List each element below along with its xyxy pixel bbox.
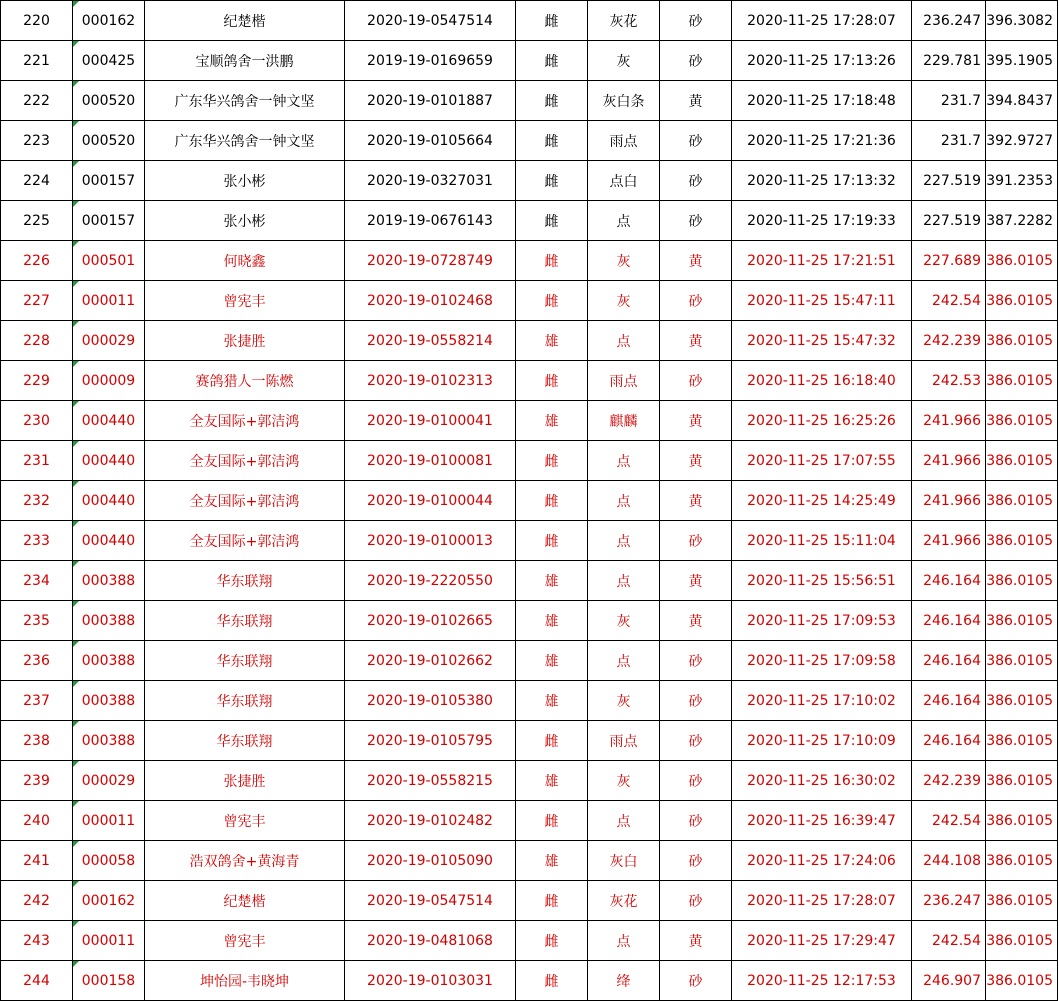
- feather-color-cell[interactable]: 灰: [588, 281, 660, 321]
- rank-cell[interactable]: 237: [1, 681, 73, 721]
- member-id-cell[interactable]: 000440: [73, 441, 145, 481]
- owner-name-cell[interactable]: 张小彬: [145, 161, 345, 201]
- eye-color-cell[interactable]: 砂: [660, 881, 732, 921]
- eye-color-cell[interactable]: 砂: [660, 801, 732, 841]
- table-row: [1, 961, 1058, 1001]
- owner-name-cell[interactable]: 浩双鸽舍+黄海青: [145, 841, 345, 881]
- table-row: [1, 321, 1058, 361]
- feather-color-cell[interactable]: 点: [588, 641, 660, 681]
- member-id-cell[interactable]: 000440: [73, 521, 145, 561]
- sex-cell[interactable]: 雌: [516, 801, 588, 841]
- table-row: [1, 481, 1058, 521]
- arrival-time-cell[interactable]: 2020-11-25 14:25:49: [732, 481, 912, 521]
- sex-cell[interactable]: 雄: [516, 641, 588, 681]
- table-row: [1, 41, 1058, 81]
- feather-color-cell[interactable]: 雨点: [588, 121, 660, 161]
- rank-cell[interactable]: 230: [1, 401, 73, 441]
- member-id-cell[interactable]: 000388: [73, 601, 145, 641]
- eye-color-cell[interactable]: 黄: [660, 321, 732, 361]
- ring-number-cell[interactable]: 2020-19-0105380: [345, 681, 516, 721]
- owner-name-cell[interactable]: 坤怡园-韦晓坤: [145, 961, 345, 1001]
- eye-color-cell[interactable]: 砂: [660, 121, 732, 161]
- feather-color-cell[interactable]: 灰: [588, 601, 660, 641]
- member-id-cell[interactable]: 000388: [73, 721, 145, 761]
- owner-name-cell[interactable]: 赛鸽猎人一陈燃: [145, 361, 345, 401]
- sex-cell[interactable]: 雌: [516, 881, 588, 921]
- owner-name-cell[interactable]: 宝顺鸽舍一洪鹏: [145, 41, 345, 81]
- rank-cell[interactable]: 239: [1, 761, 73, 801]
- owner-name-cell[interactable]: 华东联翔: [145, 681, 345, 721]
- table-row: [1, 681, 1058, 721]
- arrival-time-cell[interactable]: 2020-11-25 17:13:26: [732, 41, 912, 81]
- eye-color-cell[interactable]: 砂: [660, 201, 732, 241]
- table-row: [1, 641, 1058, 681]
- owner-name-cell[interactable]: 全友国际+郭洁鸿: [145, 401, 345, 441]
- member-id-cell[interactable]: 000388: [73, 681, 145, 721]
- eye-color-cell[interactable]: 黄: [660, 441, 732, 481]
- sex-cell[interactable]: 雌: [516, 361, 588, 401]
- ring-number-cell[interactable]: 2020-19-2220550: [345, 561, 516, 601]
- arrival-time-cell[interactable]: 2020-11-25 17:21:36: [732, 121, 912, 161]
- arrival-time-cell[interactable]: 2020-11-25 16:25:26: [732, 401, 912, 441]
- arrival-time-cell[interactable]: 2020-11-25 15:11:04: [732, 521, 912, 561]
- distance-cell[interactable]: 246.164: [912, 681, 986, 721]
- owner-name-cell[interactable]: 全友国际+郭洁鸿: [145, 441, 345, 481]
- eye-color-cell[interactable]: 砂: [660, 41, 732, 81]
- member-id-cell[interactable]: 000029: [73, 761, 145, 801]
- ring-number-cell[interactable]: 2020-19-0102662: [345, 641, 516, 681]
- distance-cell[interactable]: 241.966: [912, 441, 986, 481]
- owner-name-cell[interactable]: 张小彬: [145, 201, 345, 241]
- eye-color-cell[interactable]: 黄: [660, 921, 732, 961]
- member-id-cell[interactable]: 000058: [73, 841, 145, 881]
- speed-cell[interactable]: 386.0105: [986, 281, 1058, 321]
- arrival-time-cell[interactable]: 2020-11-25 17:21:51: [732, 241, 912, 281]
- rank-cell[interactable]: 233: [1, 521, 73, 561]
- speed-cell[interactable]: 386.0105: [986, 801, 1058, 841]
- sex-cell[interactable]: 雌: [516, 521, 588, 561]
- feather-color-cell[interactable]: 绛: [588, 961, 660, 1001]
- eye-color-cell[interactable]: 黄: [660, 601, 732, 641]
- feather-color-cell[interactable]: 点: [588, 201, 660, 241]
- feather-color-cell[interactable]: 点: [588, 801, 660, 841]
- rank-cell[interactable]: 244: [1, 961, 73, 1001]
- rank-cell[interactable]: 223: [1, 121, 73, 161]
- owner-name-cell[interactable]: 全友国际+郭洁鸿: [145, 481, 345, 521]
- table-row: [1, 921, 1058, 961]
- table-row: [1, 561, 1058, 601]
- table-row: [1, 1, 1058, 41]
- member-id-cell[interactable]: 000162: [73, 1, 145, 41]
- distance-cell[interactable]: 231.7: [912, 121, 986, 161]
- sex-cell[interactable]: 雌: [516, 241, 588, 281]
- ring-number-cell[interactable]: 2020-19-0547514: [345, 1, 516, 41]
- rank-cell[interactable]: 222: [1, 81, 73, 121]
- feather-color-cell[interactable]: 灰: [588, 761, 660, 801]
- owner-name-cell[interactable]: 纪楚楷: [145, 881, 345, 921]
- distance-cell[interactable]: 227.689: [912, 241, 986, 281]
- speed-cell[interactable]: 386.0105: [986, 761, 1058, 801]
- feather-color-cell[interactable]: 点: [588, 561, 660, 601]
- speed-cell[interactable]: 396.3082: [986, 1, 1058, 41]
- owner-name-cell[interactable]: 曾宪丰: [145, 801, 345, 841]
- feather-color-cell[interactable]: 雨点: [588, 361, 660, 401]
- speed-cell[interactable]: 387.2282: [986, 201, 1058, 241]
- table-row: [1, 601, 1058, 641]
- ring-number-cell[interactable]: 2020-19-0728749: [345, 241, 516, 281]
- member-id-cell[interactable]: 000388: [73, 561, 145, 601]
- owner-name-cell[interactable]: 曾宪丰: [145, 281, 345, 321]
- table-row: [1, 281, 1058, 321]
- distance-cell[interactable]: 236.247: [912, 881, 986, 921]
- arrival-time-cell[interactable]: 2020-11-25 17:19:33: [732, 201, 912, 241]
- ring-number-cell[interactable]: 2020-19-0101887: [345, 81, 516, 121]
- distance-cell[interactable]: 242.54: [912, 281, 986, 321]
- arrival-time-cell[interactable]: 2020-11-25 17:10:09: [732, 721, 912, 761]
- ring-number-cell[interactable]: 2020-19-0103031: [345, 961, 516, 1001]
- rank-cell[interactable]: 240: [1, 801, 73, 841]
- table-row: [1, 241, 1058, 281]
- rank-cell[interactable]: 226: [1, 241, 73, 281]
- sex-cell[interactable]: 雄: [516, 841, 588, 881]
- feather-color-cell[interactable]: 麒麟: [588, 401, 660, 441]
- speed-cell[interactable]: 386.0105: [986, 881, 1058, 921]
- rank-cell[interactable]: 238: [1, 721, 73, 761]
- distance-cell[interactable]: 241.966: [912, 401, 986, 441]
- table-row: [1, 81, 1058, 121]
- feather-color-cell[interactable]: 灰: [588, 41, 660, 81]
- ring-number-cell[interactable]: 2020-19-0105664: [345, 121, 516, 161]
- speed-cell[interactable]: 386.0105: [986, 321, 1058, 361]
- owner-name-cell[interactable]: 张捷胜: [145, 321, 345, 361]
- ring-number-cell[interactable]: 2020-19-0105795: [345, 721, 516, 761]
- arrival-time-cell[interactable]: 2020-11-25 17:18:48: [732, 81, 912, 121]
- table-row: [1, 361, 1058, 401]
- rank-cell[interactable]: 235: [1, 601, 73, 641]
- eye-color-cell[interactable]: 黄: [660, 401, 732, 441]
- feather-color-cell[interactable]: 灰花: [588, 881, 660, 921]
- distance-cell[interactable]: 236.247: [912, 1, 986, 41]
- ring-number-cell[interactable]: 2020-19-0481068: [345, 921, 516, 961]
- member-id-cell[interactable]: 000388: [73, 641, 145, 681]
- eye-color-cell[interactable]: 砂: [660, 1, 732, 41]
- feather-color-cell[interactable]: 灰: [588, 241, 660, 281]
- ring-number-cell[interactable]: 2020-19-0100041: [345, 401, 516, 441]
- ring-number-cell[interactable]: 2020-19-0102665: [345, 601, 516, 641]
- sex-cell[interactable]: 雌: [516, 81, 588, 121]
- speed-cell[interactable]: 386.0105: [986, 601, 1058, 641]
- speed-cell[interactable]: 391.2353: [986, 161, 1058, 201]
- rank-cell[interactable]: 236: [1, 641, 73, 681]
- table-row: [1, 441, 1058, 481]
- rank-cell[interactable]: 224: [1, 161, 73, 201]
- ring-number-cell[interactable]: 2020-19-0102468: [345, 281, 516, 321]
- eye-color-cell[interactable]: 黄: [660, 81, 732, 121]
- table-row: [1, 161, 1058, 201]
- distance-cell[interactable]: 246.164: [912, 721, 986, 761]
- arrival-time-cell[interactable]: 2020-11-25 17:29:47: [732, 921, 912, 961]
- ring-number-cell[interactable]: 2020-19-0558215: [345, 761, 516, 801]
- arrival-time-cell[interactable]: 2020-11-25 16:30:02: [732, 761, 912, 801]
- sex-cell[interactable]: 雌: [516, 441, 588, 481]
- ring-number-cell[interactable]: 2020-19-0102313: [345, 361, 516, 401]
- member-id-cell[interactable]: 000520: [73, 81, 145, 121]
- feather-color-cell[interactable]: 点: [588, 481, 660, 521]
- arrival-time-cell[interactable]: 2020-11-25 17:10:02: [732, 681, 912, 721]
- owner-name-cell[interactable]: 曾宪丰: [145, 921, 345, 961]
- rank-cell[interactable]: 241: [1, 841, 73, 881]
- arrival-time-cell[interactable]: 2020-11-25 12:17:53: [732, 961, 912, 1001]
- eye-color-cell[interactable]: 砂: [660, 281, 732, 321]
- member-id-cell[interactable]: 000158: [73, 961, 145, 1001]
- owner-name-cell[interactable]: 华东联翔: [145, 641, 345, 681]
- eye-color-cell[interactable]: 黄: [660, 561, 732, 601]
- distance-cell[interactable]: 242.239: [912, 321, 986, 361]
- speed-cell[interactable]: 386.0105: [986, 721, 1058, 761]
- speed-cell[interactable]: 386.0105: [986, 361, 1058, 401]
- table-row: [1, 521, 1058, 561]
- distance-cell[interactable]: 229.781: [912, 41, 986, 81]
- member-id-cell[interactable]: 000162: [73, 881, 145, 921]
- eye-color-cell[interactable]: 黄: [660, 241, 732, 281]
- feather-color-cell[interactable]: 灰: [588, 681, 660, 721]
- ring-number-cell[interactable]: 2020-19-0558214: [345, 321, 516, 361]
- arrival-time-cell[interactable]: 2020-11-25 17:24:06: [732, 841, 912, 881]
- table-row: [1, 801, 1058, 841]
- speed-cell[interactable]: 386.0105: [986, 561, 1058, 601]
- feather-color-cell[interactable]: 点: [588, 321, 660, 361]
- sex-cell[interactable]: 雄: [516, 321, 588, 361]
- arrival-time-cell[interactable]: 2020-11-25 17:09:58: [732, 641, 912, 681]
- owner-name-cell[interactable]: 华东联翔: [145, 561, 345, 601]
- owner-name-cell[interactable]: 华东联翔: [145, 721, 345, 761]
- distance-cell[interactable]: 242.54: [912, 921, 986, 961]
- eye-color-cell[interactable]: 砂: [660, 681, 732, 721]
- feather-color-cell[interactable]: 灰白: [588, 841, 660, 881]
- eye-color-cell[interactable]: 砂: [660, 761, 732, 801]
- member-id-cell[interactable]: 000009: [73, 361, 145, 401]
- eye-color-cell[interactable]: 砂: [660, 641, 732, 681]
- sex-cell[interactable]: 雌: [516, 281, 588, 321]
- sex-cell[interactable]: 雌: [516, 41, 588, 81]
- distance-cell[interactable]: 231.7: [912, 81, 986, 121]
- eye-color-cell[interactable]: 砂: [660, 841, 732, 881]
- table-row: [1, 841, 1058, 881]
- member-id-cell[interactable]: 000501: [73, 241, 145, 281]
- speed-cell[interactable]: 386.0105: [986, 961, 1058, 1001]
- feather-color-cell[interactable]: 点: [588, 521, 660, 561]
- sex-cell[interactable]: 雄: [516, 561, 588, 601]
- eye-color-cell[interactable]: 黄: [660, 481, 732, 521]
- distance-cell[interactable]: 246.164: [912, 561, 986, 601]
- arrival-time-cell[interactable]: 2020-11-25 17:07:55: [732, 441, 912, 481]
- arrival-time-cell[interactable]: 2020-11-25 15:56:51: [732, 561, 912, 601]
- distance-cell[interactable]: 246.164: [912, 601, 986, 641]
- distance-cell[interactable]: 242.239: [912, 761, 986, 801]
- feather-color-cell[interactable]: 灰白条: [588, 81, 660, 121]
- sex-cell[interactable]: 雌: [516, 481, 588, 521]
- table-row: [1, 881, 1058, 921]
- sex-cell[interactable]: 雄: [516, 761, 588, 801]
- arrival-time-cell[interactable]: 2020-11-25 16:18:40: [732, 361, 912, 401]
- owner-name-cell[interactable]: 纪楚楷: [145, 1, 345, 41]
- rank-cell[interactable]: 229: [1, 361, 73, 401]
- table-body: [1, 1, 1058, 1001]
- member-id-cell[interactable]: 000011: [73, 281, 145, 321]
- distance-cell[interactable]: 246.164: [912, 641, 986, 681]
- member-id-cell[interactable]: 000157: [73, 201, 145, 241]
- member-id-cell[interactable]: 000011: [73, 801, 145, 841]
- table-row: [1, 721, 1058, 761]
- distance-cell[interactable]: 244.108: [912, 841, 986, 881]
- ring-number-cell[interactable]: 2020-19-0102482: [345, 801, 516, 841]
- eye-color-cell[interactable]: 砂: [660, 521, 732, 561]
- rank-cell[interactable]: 220: [1, 1, 73, 41]
- distance-cell[interactable]: 227.519: [912, 161, 986, 201]
- sex-cell[interactable]: 雌: [516, 721, 588, 761]
- ring-number-cell[interactable]: 2020-19-0100081: [345, 441, 516, 481]
- member-id-cell[interactable]: 000011: [73, 921, 145, 961]
- ring-number-cell[interactable]: 2019-19-0169659: [345, 41, 516, 81]
- distance-cell[interactable]: 241.966: [912, 521, 986, 561]
- eye-color-cell[interactable]: 砂: [660, 721, 732, 761]
- rank-cell[interactable]: 221: [1, 41, 73, 81]
- sex-cell[interactable]: 雄: [516, 681, 588, 721]
- speed-cell[interactable]: 386.0105: [986, 481, 1058, 521]
- ring-number-cell[interactable]: 2020-19-0100013: [345, 521, 516, 561]
- sex-cell[interactable]: 雌: [516, 121, 588, 161]
- table-row: [1, 761, 1058, 801]
- arrival-time-cell[interactable]: 2020-11-25 15:47:32: [732, 321, 912, 361]
- table-row: [1, 401, 1058, 441]
- distance-cell[interactable]: 242.54: [912, 801, 986, 841]
- rank-cell[interactable]: 242: [1, 881, 73, 921]
- member-id-cell[interactable]: 000440: [73, 401, 145, 441]
- speed-cell[interactable]: 386.0105: [986, 921, 1058, 961]
- arrival-time-cell[interactable]: 2020-11-25 17:13:32: [732, 161, 912, 201]
- owner-name-cell[interactable]: 全友国际+郭洁鸿: [145, 521, 345, 561]
- rank-cell[interactable]: 225: [1, 201, 73, 241]
- ring-number-cell[interactable]: 2020-19-0547514: [345, 881, 516, 921]
- distance-cell[interactable]: 242.53: [912, 361, 986, 401]
- speed-cell[interactable]: 386.0105: [986, 841, 1058, 881]
- ring-number-cell[interactable]: 2020-19-0327031: [345, 161, 516, 201]
- ring-number-cell[interactable]: 2019-19-0676143: [345, 201, 516, 241]
- sex-cell[interactable]: 雌: [516, 201, 588, 241]
- member-id-cell[interactable]: 000440: [73, 481, 145, 521]
- table-row: [1, 121, 1058, 161]
- rank-cell[interactable]: 231: [1, 441, 73, 481]
- owner-name-cell[interactable]: 广东华兴鸽舍一钟文坚: [145, 81, 345, 121]
- rank-cell[interactable]: 234: [1, 561, 73, 601]
- feather-color-cell[interactable]: 雨点: [588, 721, 660, 761]
- sex-cell[interactable]: 雄: [516, 401, 588, 441]
- eye-color-cell[interactable]: 砂: [660, 961, 732, 1001]
- speed-cell[interactable]: 392.9727: [986, 121, 1058, 161]
- rank-cell[interactable]: 243: [1, 921, 73, 961]
- member-id-cell[interactable]: 000029: [73, 321, 145, 361]
- owner-name-cell[interactable]: 张捷胜: [145, 761, 345, 801]
- ring-number-cell[interactable]: 2020-19-0105090: [345, 841, 516, 881]
- owner-name-cell[interactable]: 广东华兴鸽舍一钟文坚: [145, 121, 345, 161]
- distance-cell[interactable]: 246.907: [912, 961, 986, 1001]
- speed-cell[interactable]: 386.0105: [986, 441, 1058, 481]
- speed-cell[interactable]: 386.0105: [986, 401, 1058, 441]
- speed-cell[interactable]: 386.0105: [986, 641, 1058, 681]
- feather-color-cell[interactable]: 点: [588, 441, 660, 481]
- rank-cell[interactable]: 232: [1, 481, 73, 521]
- speed-cell[interactable]: 386.0105: [986, 241, 1058, 281]
- feather-color-cell[interactable]: 灰花: [588, 1, 660, 41]
- arrival-time-cell[interactable]: 2020-11-25 17:09:53: [732, 601, 912, 641]
- sex-cell[interactable]: 雌: [516, 921, 588, 961]
- member-id-cell[interactable]: 000157: [73, 161, 145, 201]
- distance-cell[interactable]: 227.519: [912, 201, 986, 241]
- sex-cell[interactable]: 雌: [516, 1, 588, 41]
- sex-cell[interactable]: 雌: [516, 961, 588, 1001]
- sex-cell[interactable]: 雄: [516, 601, 588, 641]
- speed-cell[interactable]: 395.1905: [986, 41, 1058, 81]
- member-id-cell[interactable]: 000425: [73, 41, 145, 81]
- speed-cell[interactable]: 386.0105: [986, 681, 1058, 721]
- speed-cell[interactable]: 386.0105: [986, 521, 1058, 561]
- owner-name-cell[interactable]: 何晓鑫: [145, 241, 345, 281]
- sex-cell[interactable]: 雌: [516, 161, 588, 201]
- ring-number-cell[interactable]: 2020-19-0100044: [345, 481, 516, 521]
- eye-color-cell[interactable]: 砂: [660, 361, 732, 401]
- member-id-cell[interactable]: 000520: [73, 121, 145, 161]
- arrival-time-cell[interactable]: 2020-11-25 15:47:11: [732, 281, 912, 321]
- speed-cell[interactable]: 394.8437: [986, 81, 1058, 121]
- table-row: [1, 201, 1058, 241]
- feather-color-cell[interactable]: 点: [588, 921, 660, 961]
- feather-color-cell[interactable]: 点白: [588, 161, 660, 201]
- rank-cell[interactable]: 228: [1, 321, 73, 361]
- distance-cell[interactable]: 241.966: [912, 481, 986, 521]
- eye-color-cell[interactable]: 砂: [660, 161, 732, 201]
- arrival-time-cell[interactable]: 2020-11-25 17:28:07: [732, 881, 912, 921]
- owner-name-cell[interactable]: 华东联翔: [145, 601, 345, 641]
- arrival-time-cell[interactable]: 2020-11-25 17:28:07: [732, 1, 912, 41]
- rank-cell[interactable]: 227: [1, 281, 73, 321]
- arrival-time-cell[interactable]: 2020-11-25 16:39:47: [732, 801, 912, 841]
